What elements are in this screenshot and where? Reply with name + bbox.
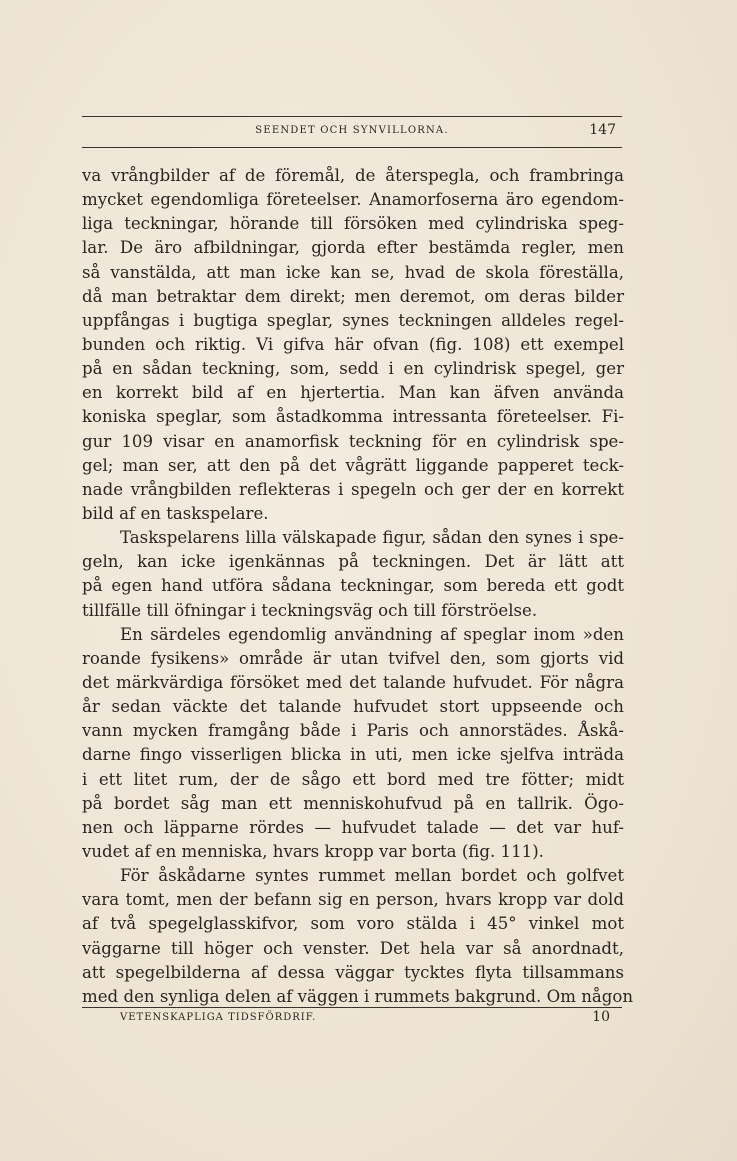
text-line: en korrekt bild af en hjertertia. Man kan äfven använda <box>82 383 624 403</box>
text-line: För åskådarne syntes rummet mellan bordet och golfvet <box>120 866 624 886</box>
text-line: bunden och riktig. Vi gifva här ofvan (fig. 108) ett exempel <box>82 334 624 354</box>
text-line: Taskspelarens lilla välskapade figur, sådan den synes i spe- <box>120 528 624 548</box>
text-line: då man betraktar dem direkt; men deremot, om deras bilder <box>82 286 624 306</box>
header-title: SEENDET OCH SYNVILLORNA. <box>255 125 449 136</box>
text-line: i ett litet rum, der de sågo ett bord med tre fötter; midt <box>82 769 624 789</box>
text-line: uppfångas i bugtiga speglar, synes teckningen alldeles regel- <box>82 310 624 330</box>
text-line: det märkvärdiga försöket med det talande hufvudet. För några <box>82 672 624 692</box>
text-line: liga teckningar, hörande till försöken med cylindriska speg- <box>82 214 624 234</box>
text-line: gur 109 visar en anamorfisk teckning för en cylindrisk spe- <box>82 431 624 451</box>
text-line: år sedan väckte det talande hufvudet stort uppseende och <box>82 697 624 717</box>
text-line: vann mycken framgång både i Paris och annorstädes. Åskå- <box>82 721 624 741</box>
running-header <box>82 116 622 148</box>
text-line: nade vrångbilden reflekteras i spegeln och ger der en korrekt <box>82 479 624 499</box>
text-line: darne fingo visserligen blicka in uti, men icke sjelfva inträda <box>82 745 624 765</box>
body-text <box>82 164 634 1009</box>
text-line: En särdeles egendomlig användning af speglar inom »den <box>120 624 624 644</box>
text-line: va vrångbilder af de föremål, de återspegla, och frambringa <box>82 166 624 185</box>
text-line: på bordet såg man ett menniskohufvud på en tallrik. Ögo- <box>82 793 624 813</box>
text-line: koniska speglar, som åstadkomma intressanta företeelser. Fi- <box>82 407 624 427</box>
signature-mark: 10 <box>592 1009 610 1025</box>
text-line: af två spegelglasskifvor, som voro stälda i 45° vinkel mot <box>82 914 624 934</box>
text-line: på egen hand utföra sådana teckningar, som bereda ett godt <box>82 576 624 596</box>
text-line: tillfälle till öfningar i teckningsväg och till förströelse. <box>82 600 538 620</box>
text-line: geln, kan icke igenkännas på teckningen. Det är lätt att <box>82 552 624 572</box>
text-line: roande fysikens» område är utan tvifvel den, som gjorts vid <box>82 648 624 668</box>
text-line: att spegelbilderna af dessa väggar tycktes flyta tillsammans <box>82 962 624 982</box>
page-number: 147 <box>589 122 616 138</box>
text-line: på en sådan teckning, som, sedd i en cylindrisk spegel, ger <box>82 359 624 379</box>
text-line: mycket egendomliga företeelser. Anamorfoserna äro egendom- <box>82 190 624 210</box>
text-line: vara tomt, men der befann sig en person, hvars kropp var dold <box>82 890 624 910</box>
text-line: gel; man ser, att den på det vågrätt liggande papperet teck- <box>82 455 624 475</box>
text-line: nen och läpparne rördes — hufvudet talade — det var huf- <box>82 817 624 837</box>
text-line: bild af en taskspelare. <box>82 503 269 523</box>
text-line: med den synliga delen af väggen i rummets bakgrund. Om någon <box>82 986 634 1006</box>
text-line: lar. De äro afbildningar, gjorda efter bestämda regler, men <box>82 238 624 258</box>
footer <box>82 1007 622 1028</box>
text-line: så vanstälda, att man icke kan se, hvad de skola föreställa, <box>82 262 624 282</box>
text-line: väggarne till höger och venster. Det hela var så anordnadt, <box>82 938 624 958</box>
footer-title: VETENSKAPLIGA TIDSFÖRDRIF. <box>120 1012 317 1023</box>
text-line: vudet af en menniska, hvars kropp var borta (fig. 111). <box>82 841 544 861</box>
